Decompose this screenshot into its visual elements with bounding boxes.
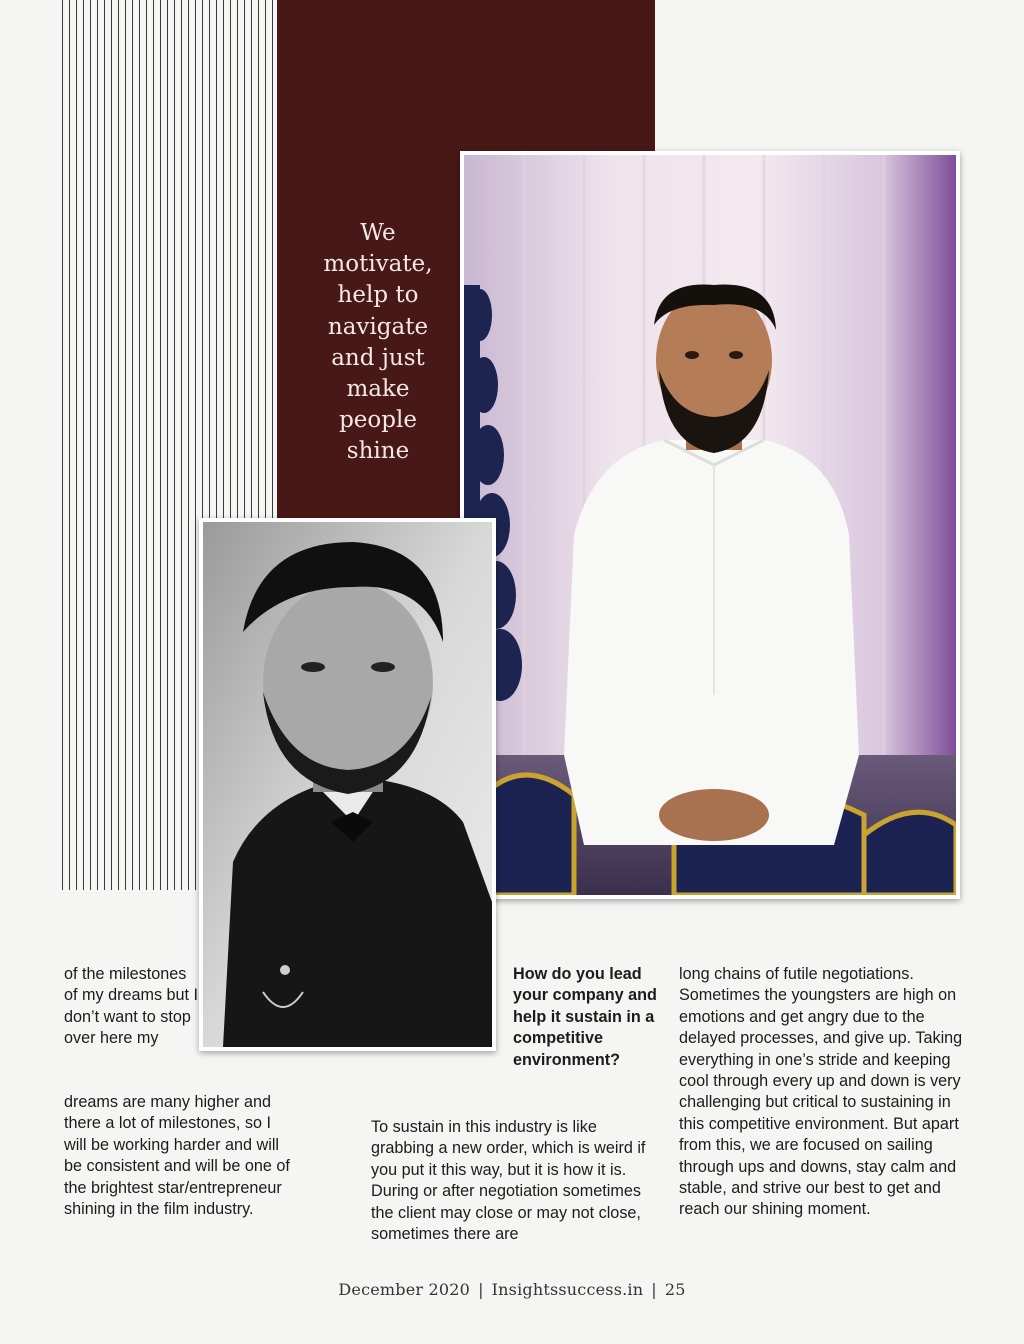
page-footer bbox=[0, 1280, 1024, 1299]
page-number: 25 bbox=[664, 1280, 686, 1299]
footer-separator: | bbox=[478, 1280, 484, 1299]
photo-man-white-kurta bbox=[464, 155, 956, 895]
footer-site: Insightssuccess.in bbox=[491, 1280, 644, 1299]
column1-text-bottom: dreams are many higher and there a lot of milestones, so I will be working harder and will be consistent and will be one of the brightest star/entrepreneur shining in the film industry. bbox=[64, 1093, 290, 1219]
column1-text-top: of the milestones of my dreams but I don’t want to stop over here my bbox=[64, 965, 199, 1048]
footer-separator: | bbox=[651, 1280, 657, 1299]
photo-man-black-suit bbox=[203, 522, 492, 1047]
column3-text: long chains of futile negotiations. Sometimes the youngsters are high on emotions and get angry due to the delayed processes, and give up. Taking everything in one’s stride and keeping cool through every up and down is very challenging but critical to sustaining in this competitive environment. But apart from this, we are focused on sailing through ups and downs, stay calm and stable, and strive our best to get and reach our shining moment. bbox=[679, 965, 963, 1219]
footer-date: December 2020 bbox=[338, 1280, 471, 1299]
pull-quote: We motivate, help to navigate and just make people shine bbox=[323, 220, 433, 465]
photo-bw-frame bbox=[199, 518, 496, 1051]
column2-text: To sustain in this industry is like grabbing a new order, which is weird if you put it this way, but it is how it is. During or after negotiation sometimes the client may close or may not close, sometimes there are bbox=[371, 1118, 646, 1244]
interview-question: How do you lead your company and help it sustain in a competitive environment? bbox=[513, 965, 657, 1069]
photo-color-frame bbox=[460, 151, 960, 899]
